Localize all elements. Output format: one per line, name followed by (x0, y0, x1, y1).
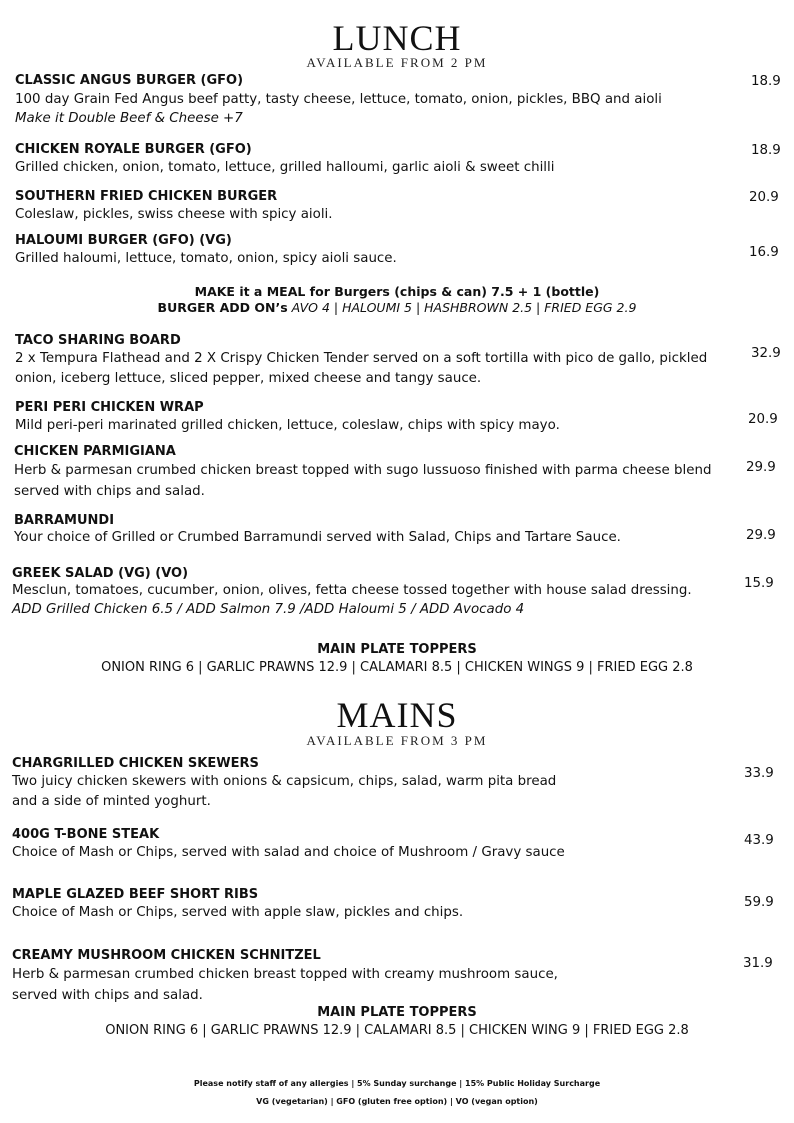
item-price: 29.9 (746, 460, 776, 475)
item-price: 16.9 (749, 245, 779, 260)
addons-text: AVO 4 | HALOUMI 5 | HASHBROWN 2.5 | FRIED EGG 2.9 (287, 300, 637, 315)
item-description: Mesclun, tomatoes, cucumber, onion, olives, fetta cheese tossed together with house salad dressing. (12, 583, 692, 598)
item-price: 20.9 (749, 190, 779, 205)
footer-allergy-note: Please notify staff of any allergies | 5% Sunday surchange | 15% Public Holiday Surcharge (193, 1079, 601, 1088)
lunch-toppers-title: MAIN PLATE TOPPERS (317, 642, 477, 657)
item-description: 2 x Tempura Flathead and 2 X Crispy Chicken Tender served on a soft tortilla with pico de gallo, pickled onion, iceberg lettuce, sliced pepper, mixed cheese and tangy sauce. (15, 351, 708, 386)
lunch-subtitle: AVAILABLE FROM 2 PM (306, 55, 488, 70)
item-name: GREEK SALAD (VG) (VO) (12, 566, 189, 581)
item-description: Grilled haloumi, lettuce, tomato, onion, spicy aioli sauce. (15, 251, 397, 266)
item-price: 32.9 (751, 346, 781, 361)
item-name: SOUTHERN FRIED CHICKEN BURGER (15, 189, 278, 204)
mains-toppers-title: MAIN PLATE TOPPERS (317, 1005, 477, 1020)
item-name: 400G T-BONE STEAK (12, 827, 160, 842)
item-name: BARRAMUNDI (14, 513, 115, 528)
item-description: Mild peri-peri marinated grilled chicken, lettuce, coleslaw, chips with spicy mayo. (15, 418, 560, 433)
item-description: Choice of Mash or Chips, served with apple slaw, pickles and chips. (12, 905, 464, 920)
item-description: Choice of Mash or Chips, served with salad and choice of Mushroom / Gravy sauce (12, 845, 565, 860)
item-name: CHICKEN ROYALE BURGER (GFO) (15, 142, 252, 157)
lunch-title: LUNCH (332, 18, 462, 58)
item-name: TACO SHARING BOARD (15, 333, 181, 348)
item-price: 43.9 (744, 833, 774, 848)
item-price: 31.9 (743, 956, 773, 971)
mains-title: MAINS (336, 695, 458, 735)
item-note: ADD Grilled Chicken 6.5 / ADD Salmon 7.9 /ADD Haloumi 5 / ADD Avocado 4 (12, 602, 525, 617)
mains-subtitle: AVAILABLE FROM 3 PM (306, 733, 488, 748)
item-note: Make it Double Beef & Cheese +7 (15, 111, 243, 126)
item-description: Two juicy chicken skewers with onions & capsicum, chips, salad, warm pita bread and a side of minted yoghurt. (12, 774, 557, 809)
item-price: 18.9 (751, 143, 781, 158)
item-price: 33.9 (744, 766, 774, 781)
footer-legend: VG (vegetarian) | GFO (gluten free option) | VO (vegan option) (256, 1097, 538, 1106)
item-name: CHICKEN PARMIGIANA (14, 444, 176, 459)
item-description: Grilled chicken, onion, tomato, lettuce, grilled halloumi, garlic aioli & sweet chilli (15, 160, 555, 175)
item-price: 29.9 (746, 528, 776, 543)
item-description: Coleslaw, pickles, swiss cheese with spicy aioli. (15, 207, 333, 222)
item-name: CREAMY MUSHROOM CHICKEN SCHNITZEL (12, 948, 321, 963)
item-price: 20.9 (748, 412, 778, 427)
addons-label: BURGER ADD ON’s (157, 300, 288, 315)
item-name: HALOUMI BURGER (GFO) (VG) (15, 233, 232, 248)
item-price: 59.9 (744, 895, 774, 910)
item-description: Your choice of Grilled or Crumbed Barramundi served with Salad, Chips and Tartare Sauce. (14, 530, 621, 545)
lunch-toppers-text: ONION RING 6 | GARLIC PRAWNS 12.9 | CALAMARI 8.5 | CHICKEN WINGS 9 | FRIED EGG 2.8 (101, 660, 693, 675)
item-name: MAPLE GLAZED BEEF SHORT RIBS (12, 887, 259, 902)
item-name: PERI PERI CHICKEN WRAP (15, 400, 204, 415)
mains-toppers-text: ONION RING 6 | GARLIC PRAWNS 12.9 | CALAMARI 8.5 | CHICKEN WING 9 | FRIED EGG 2.8 (105, 1023, 689, 1038)
meal-deal-line: MAKE it a MEAL for Burgers (chips & can) 7.5 + 1 (bottle) (194, 284, 600, 299)
item-description: Herb & parmesan crumbed chicken breast topped with creamy mushroom sauce, served with chips and salad. (12, 967, 558, 1003)
item-description: 100 day Grain Fed Angus beef patty, tasty cheese, lettuce, tomato, onion, pickles, BBQ and aioli (15, 92, 662, 107)
item-name: CHARGRILLED CHICKEN SKEWERS (12, 756, 259, 771)
item-price: 18.9 (751, 74, 781, 89)
item-description: Herb & parmesan crumbed chicken breast topped with sugo lussuoso finished with parma cheese blend served with chips and salad. (14, 463, 712, 499)
item-name: CLASSIC ANGUS BURGER (GFO) (15, 73, 244, 88)
item-price: 15.9 (744, 576, 774, 591)
burger-addons-line (0, 300, 794, 316)
